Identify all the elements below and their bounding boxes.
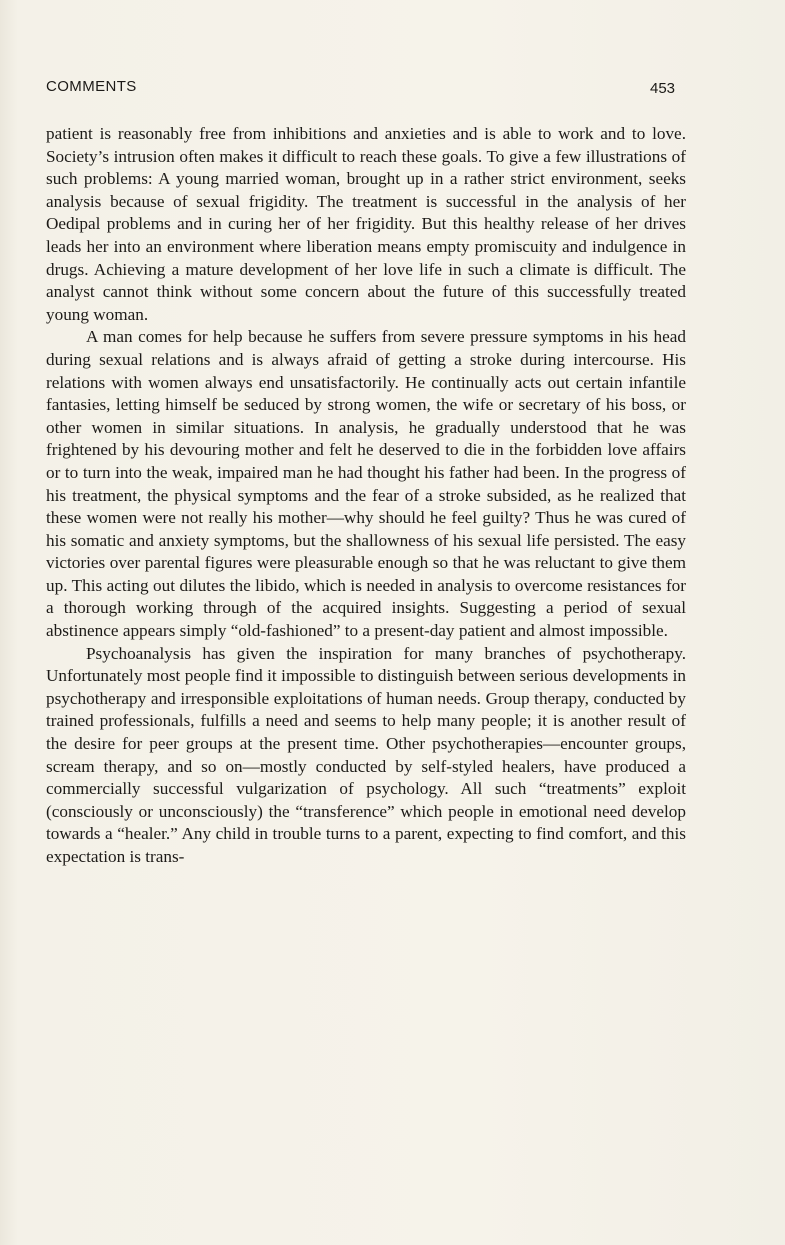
paragraph-3: Psychoanalysis has given the inspiration for many branches of psychotherapy. Unfortunately most people find it impossible to distinguish between serious developments in psychotherapy and irresponsible exploitations of human needs. Group therapy, conducted by trained professionals, fulfills a need and seems to help many people; it is another result of the desire for peer groups at the present time. Other psychotherapies—encounter groups, scream therapy, and so on—mostly conducted by self-styled healers, have produced a commercially successful vulgarization of psychology. All such “treatments” exploit (consciously or unconsciously) the “transference” which people in emotional need develop towards a “healer.” Any child in trouble turns to a parent, expecting to find comfort, and this expectation is trans- [46,643,686,866]
running-head: COMMENTS [46,78,137,95]
page-number: 453 [650,80,676,97]
paragraph-1: patient is reasonably free from inhibitions and anxieties and is able to work and to love. Society’s intrusion often makes it difficult to reach these goals. To give a few illustrations of such problems: A young married woman, brought up in a rather strict environment, seeks analysis because of sexual frigidity. The treatment is successful in the analysis of her Oedipal problems and in curing her of her frigidity. But this healthy release of her drives leads her into an environment where liberation means empty promiscuity and indulgence in drugs. Achieving a mature development of her love life in such a climate is difficult. The analyst cannot think without some concern about the future of this successfully treated young woman. [46,124,686,324]
paragraph-2: A man comes for help because he suffers from severe pressure symptoms in his head during sexual relations and is always afraid of getting a stroke during intercourse. His relations with women always end unsatisfactorily. He continually acts out certain infantile fantasies, letting himself be seduced by strong women, the wife or secretary of his boss, or other women in similar situations. In analysis, he gradually understood that he was frightened by his devouring mother and felt he deserved to die in the forbidden love affairs or to turn into the weak, impaired man he had thought his father had been. In the progress of his treatment, the physical symptoms and the fear of a stroke subsided, as he realized that these women were not really his mother—why should he feel guilty? Thus he was cured of his somatic and anxiety symptoms, but the shallowness of his sexual life persisted. The easy victories over parental figures were pleasurable enough so that he was reluctant to give them up. This acting out dilutes the libido, which is needed in analysis to overcome resistances for a thorough working through of the acquired insights. Suggesting a period of sexual abstinence appears simply “old-fashioned” to a present-day patient and almost impossible. [46,327,686,641]
body-text [46,123,686,869]
